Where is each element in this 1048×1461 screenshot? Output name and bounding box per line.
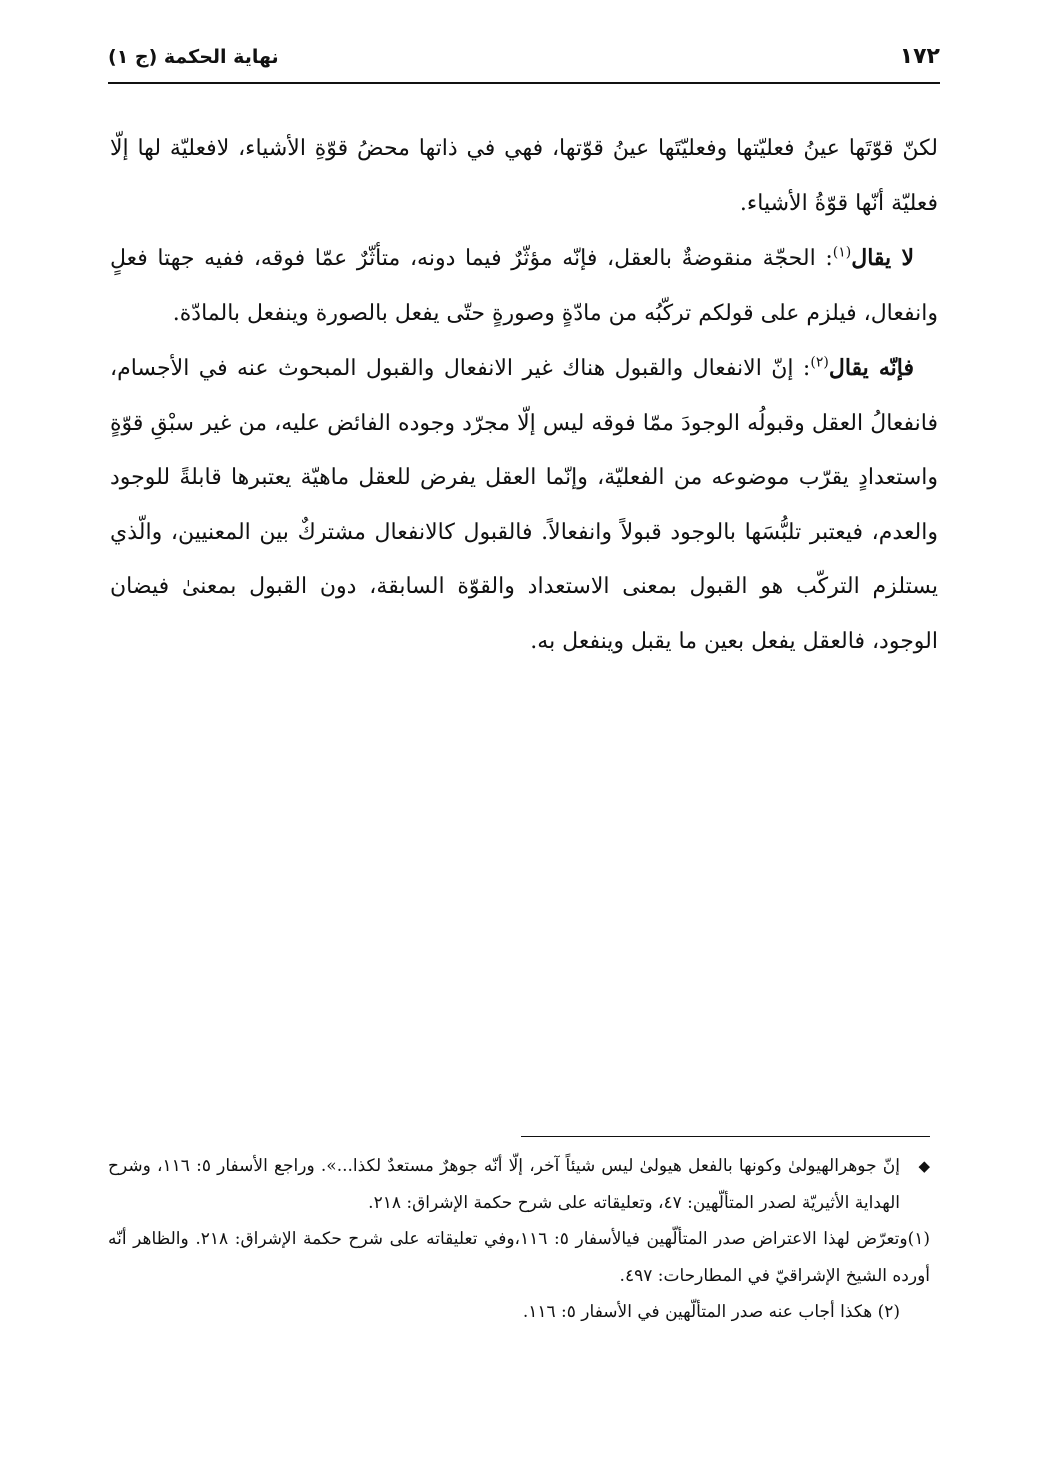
paragraph-3: [110, 341, 938, 669]
main-text: [110, 122, 938, 669]
paragraph-2-text: : الحجّة منقوضةٌ بالعقل، فإنّه مؤثّرٌ فيما دونه، متأثّرٌ عمّا فوقه، ففيه جهتا فعلٍ وانفعال، فيلزم على قولكم تركّبُه من مادّةٍ وصورةٍ حتّى يفعل بالصورة وينفعل بالمادّة.: [110, 246, 938, 326]
arrow-left-icon: ◆: [918, 1157, 930, 1175]
running-title: نهاية الحكمة (ج ١): [108, 46, 279, 68]
footnote-separator: [521, 1136, 930, 1137]
paragraph-2: [110, 231, 938, 341]
footnote-ref-2: (٢): [810, 354, 829, 371]
page-number: ١٧٢: [899, 44, 940, 69]
footnote-ref-1: (١): [832, 244, 852, 261]
footnotes: [108, 1148, 930, 1331]
footnote-continuation: [108, 1148, 930, 1221]
paragraph-3-text: : إنّ الانفعال والقبول هناك غير الانفعال والقبول المبحوث عنه في الأجسام، فانفعالُ العقل وقبولُه الوجودَ ممّا فوقه ليس إلّا مجرّد وجوده الفائض عليه، من غير سبْقِ قوّةٍ واستعدادٍ يقرّب موضوعه من الفعليّة، وإنّما العقل يفرض للعقل ماهيّة يعتبرها قابلةً للوجود والعدم، فيعتبر تلبُّسَها بالوجود قبولاً وانفعالاً. فالقبول كالانفعال مشتركٌ بين المعنيين، والّذي يستلزم التركّب هو القبول بمعنى الاستعداد والقوّة السابقة، دون القبول بمعنىٰ فيضان الوجود، فالعقل يفعل بعين ما يقبل وينفعل به.: [110, 356, 938, 654]
page-header: [108, 40, 940, 80]
paragraph-2-lead: لا يقال: [851, 245, 914, 271]
header-rule: [108, 82, 940, 84]
paragraph-3-lead: فإنّه يقال: [828, 355, 914, 381]
footnote-continuation-text: إنّ جوهرالهيولىٰ وكونها بالفعل هيولىٰ ليس شيئاً آخر، إلّا أنّه جوهرٌ مستعدٌ لكذا...». وراجع الأسفار ٥: ١١٦، وشرح الهداية الأثيريّة لصدر المتألّهين: ٤٧، وتعليقاته على شرح حكمة الإشراق: ٢١٨.: [108, 1156, 900, 1213]
footnote-1: (١)وتعرّض لهذا الاعتراض صدر المتألّهين فيالأسفار ٥: ١١٦،وفي تعليقاته على شرح حكمة الإشراق: ٢١٨. والظاهر أنّه أورده الشيخ الإشراقيّ في المطارحات: ٤٩٧.: [108, 1229, 931, 1286]
paragraph-1: لكنّ قوّتَها عينُ فعليّتها وفعليّتَها عينُ قوّتها، فهي في ذاتها محضُ قوّةِ الأشياء، لافعليّة لها إلّا فعليّة أنّها قوّةُ الأشياء.: [110, 136, 938, 216]
footnote-2: (٢) هكذا أجاب عنه صدر المتألّهين في الأسفار ٥: ١١٦.: [522, 1302, 900, 1322]
